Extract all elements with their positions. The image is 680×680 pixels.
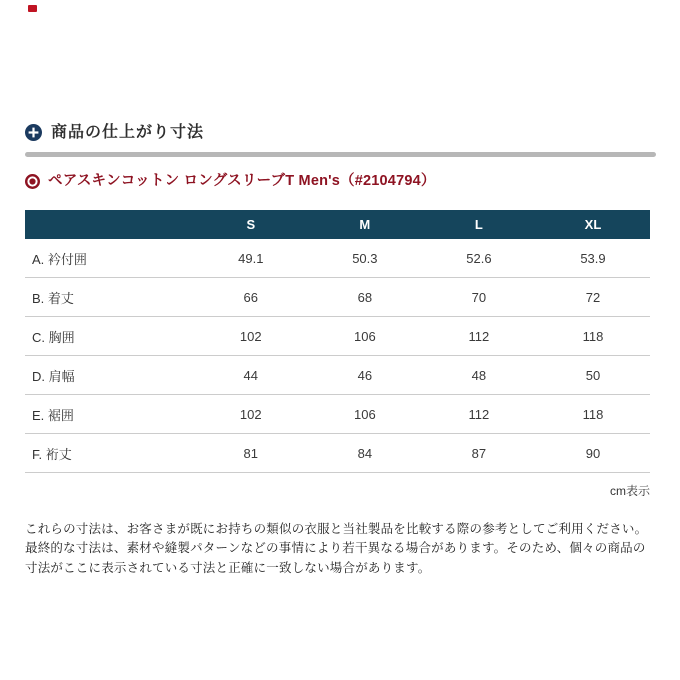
table-row [25, 239, 650, 278]
cell-value: 46 [308, 356, 422, 395]
cell-value: 106 [308, 317, 422, 356]
cell-value: 87 [422, 434, 536, 473]
size-col-header-m: M [308, 210, 422, 239]
product-title: ペアスキンコットン ロングスリーブT Men's（#2104794） [48, 172, 436, 189]
cell-value: 90 [536, 434, 650, 473]
section-divider [25, 152, 656, 157]
cell-value: 70 [422, 278, 536, 317]
content-area [25, 121, 656, 578]
cell-value: 50.3 [308, 239, 422, 278]
product-title-row [25, 171, 656, 191]
cell-value: 72 [536, 278, 650, 317]
cell-value: 48 [422, 356, 536, 395]
size-chart-table [25, 210, 650, 473]
record-circle-icon [25, 174, 40, 189]
section-header-finished-dimensions[interactable] [25, 121, 656, 143]
disclaimer-line-1: これらの寸法は、お客さまが既にお持ちの類似の衣服と当社製品を比較する際の参考としてご利用ください。 [25, 522, 648, 536]
cell-value: 112 [422, 395, 536, 434]
cell-value: 49.1 [194, 239, 308, 278]
cell-value: 102 [194, 395, 308, 434]
row-label: A. 衿付囲 [25, 239, 194, 278]
cell-value: 52.6 [422, 239, 536, 278]
size-col-header-blank [25, 210, 194, 239]
unit-note: cm表示 [610, 484, 650, 498]
table-row [25, 317, 650, 356]
cell-value: 84 [308, 434, 422, 473]
row-label: D. 肩幅 [25, 356, 194, 395]
cell-value: 106 [308, 395, 422, 434]
measurement-disclaimer [25, 520, 656, 578]
table-header-row [25, 210, 650, 239]
cell-value: 112 [422, 317, 536, 356]
cell-value: 81 [194, 434, 308, 473]
table-row [25, 434, 650, 473]
cell-value: 118 [536, 395, 650, 434]
size-col-header-xl: XL [536, 210, 650, 239]
row-label: B. 着丈 [25, 278, 194, 317]
size-col-header-s: S [194, 210, 308, 239]
cell-value: 53.9 [536, 239, 650, 278]
cell-value: 68 [308, 278, 422, 317]
cell-value: 102 [194, 317, 308, 356]
cell-value: 66 [194, 278, 308, 317]
table-row [25, 395, 650, 434]
cell-value: 118 [536, 317, 650, 356]
table-row [25, 356, 650, 395]
size-col-header-l: L [422, 210, 536, 239]
row-label: C. 胸囲 [25, 317, 194, 356]
cell-value: 44 [194, 356, 308, 395]
row-label: E. 裾囲 [25, 395, 194, 434]
clipped-logo-fragment [28, 5, 37, 12]
cell-value: 50 [536, 356, 650, 395]
table-row [25, 278, 650, 317]
disclaimer-line-2: 最終的な寸法は、素材や縫製パターンなどの事情により若干異なる場合があります。そのため、個々の商品の寸法がここに表示されている寸法と正確に一致しない場合があります。 [25, 541, 646, 575]
plus-circle-icon [25, 124, 42, 141]
section-title: 商品の仕上がり寸法 [51, 123, 205, 141]
row-label: F. 裄丈 [25, 434, 194, 473]
